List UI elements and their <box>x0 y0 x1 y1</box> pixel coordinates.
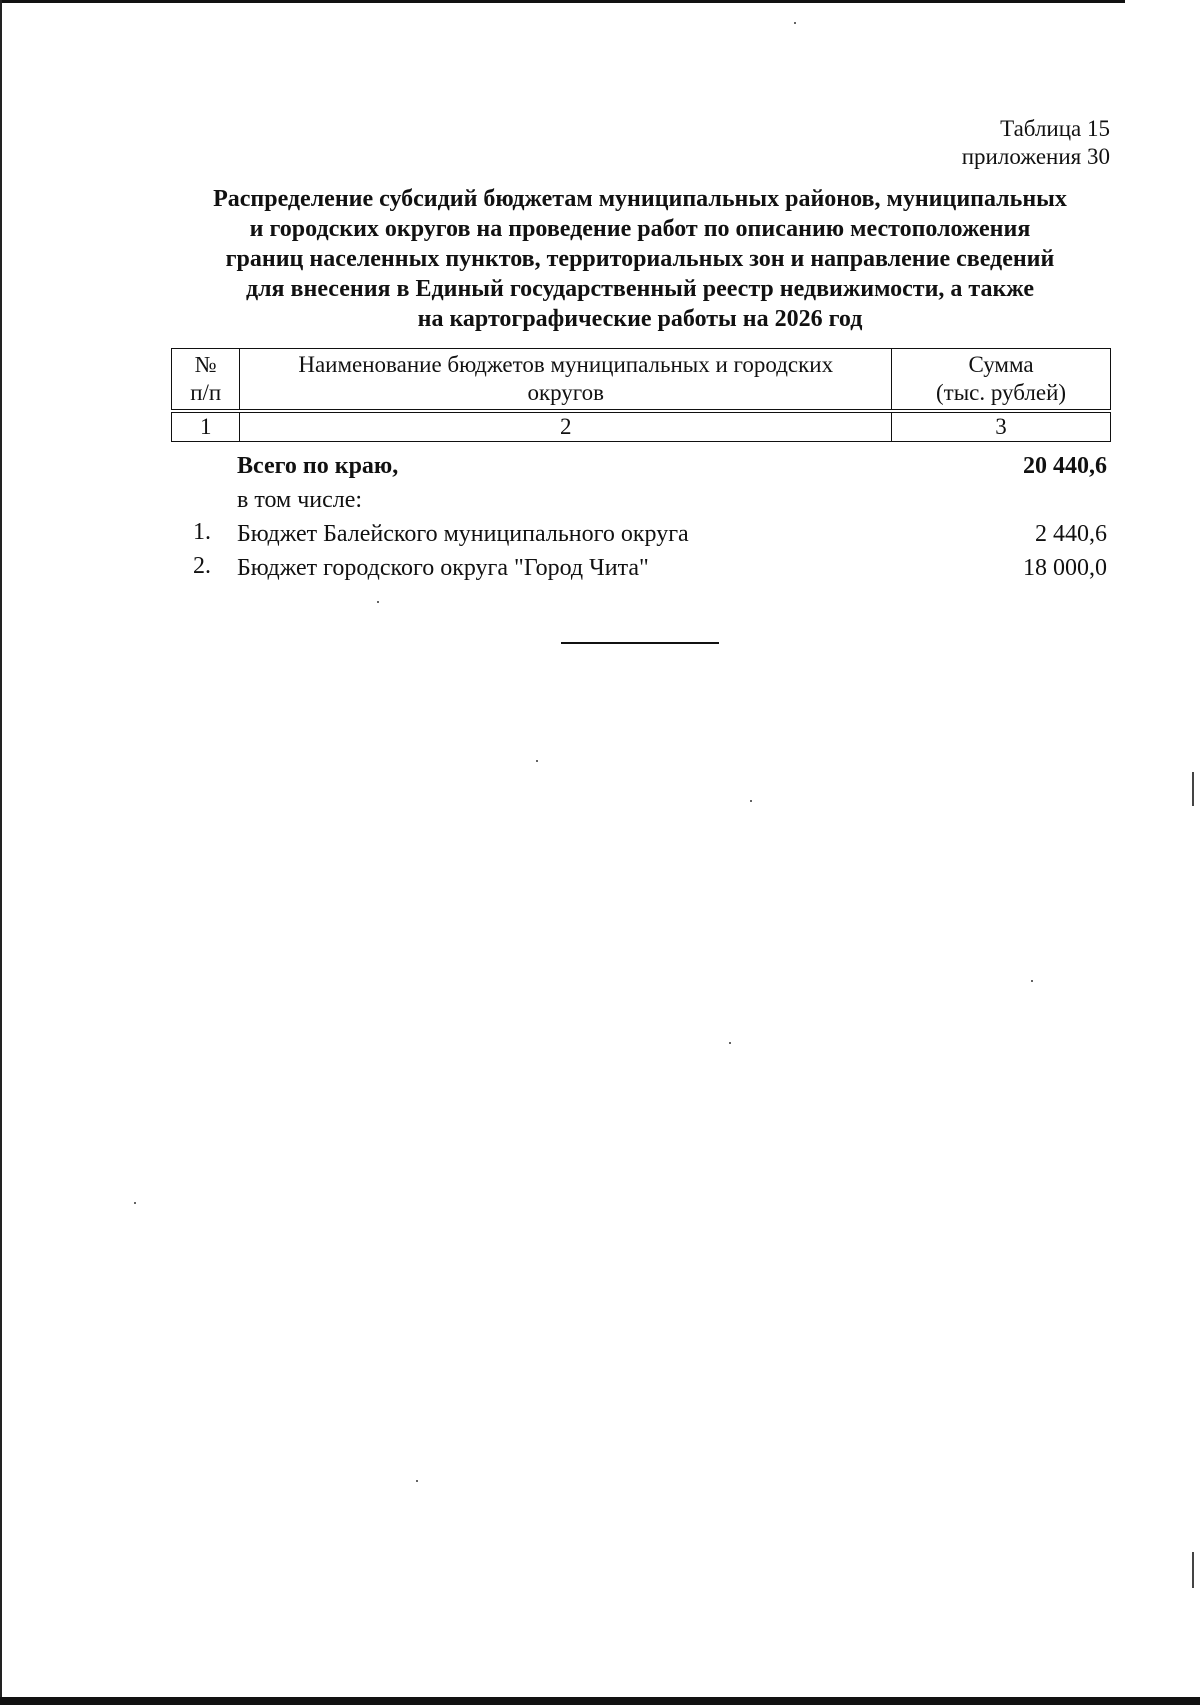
scan-speck <box>416 1480 418 1482</box>
column-header-number: № п/п <box>172 349 240 410</box>
column-number-2: 2 <box>240 413 892 442</box>
row-amount: 2 440,6 <box>1035 521 1107 547</box>
scan-edge-top <box>0 0 1125 3</box>
row-budget-name: Бюджет Балейского муниципального округа <box>237 521 689 547</box>
column-header-sum: Сумма (тыс. рублей) <box>892 349 1111 410</box>
scan-mark <box>1192 1552 1194 1588</box>
scan-speck <box>134 1202 136 1204</box>
title-line: и городских округов на проведение работ по описанию местоположения <box>249 216 1031 242</box>
column-header-row <box>172 349 1111 410</box>
column-header-name: Наименование бюджетов муниципальных и городских округов <box>240 349 892 410</box>
scan-speck <box>1031 980 1033 982</box>
total-value: 20 440,6 <box>1023 453 1107 479</box>
title-line: на картографические работы на 2026 год <box>417 306 863 332</box>
table-row <box>171 550 1111 584</box>
end-divider <box>561 642 719 644</box>
table-body <box>171 448 1111 584</box>
document-title <box>160 184 1120 334</box>
row-number: 1. <box>193 519 211 545</box>
scan-speck <box>750 800 752 802</box>
column-number-1: 1 <box>172 413 240 442</box>
scan-speck <box>794 22 796 24</box>
scan-speck <box>536 760 538 762</box>
title-line: Распределение субсидий бюджетам муниципальных районов, муниципальных <box>213 186 1067 212</box>
row-number: 2. <box>193 553 211 579</box>
table-header <box>171 348 1111 442</box>
table-reference <box>962 115 1110 171</box>
row-amount: 18 000,0 <box>1023 555 1107 581</box>
including-label: в том числе: <box>237 487 363 513</box>
table-row <box>171 516 1111 550</box>
table-number-label: Таблица 15 <box>1000 116 1110 141</box>
scan-speck <box>729 1042 731 1044</box>
scan-speck <box>377 601 379 603</box>
appendix-label: приложения 30 <box>961 144 1110 169</box>
column-number-row <box>172 413 1111 442</box>
total-row <box>171 448 1111 482</box>
title-line: границ населенных пунктов, территориальных зон и направление сведений <box>225 246 1055 272</box>
total-label: Всего по краю, <box>237 453 399 479</box>
subtotal-caption-row <box>171 482 1111 516</box>
scan-edge-bottom <box>0 1697 1200 1705</box>
scan-mark <box>1192 772 1194 806</box>
title-line: для внесения в Единый государственный реестр недвижимости, а также <box>245 276 1035 302</box>
scan-edge-left <box>0 0 2 1705</box>
column-number-3: 3 <box>892 413 1111 442</box>
row-budget-name: Бюджет городского округа "Город Чита" <box>237 555 649 581</box>
